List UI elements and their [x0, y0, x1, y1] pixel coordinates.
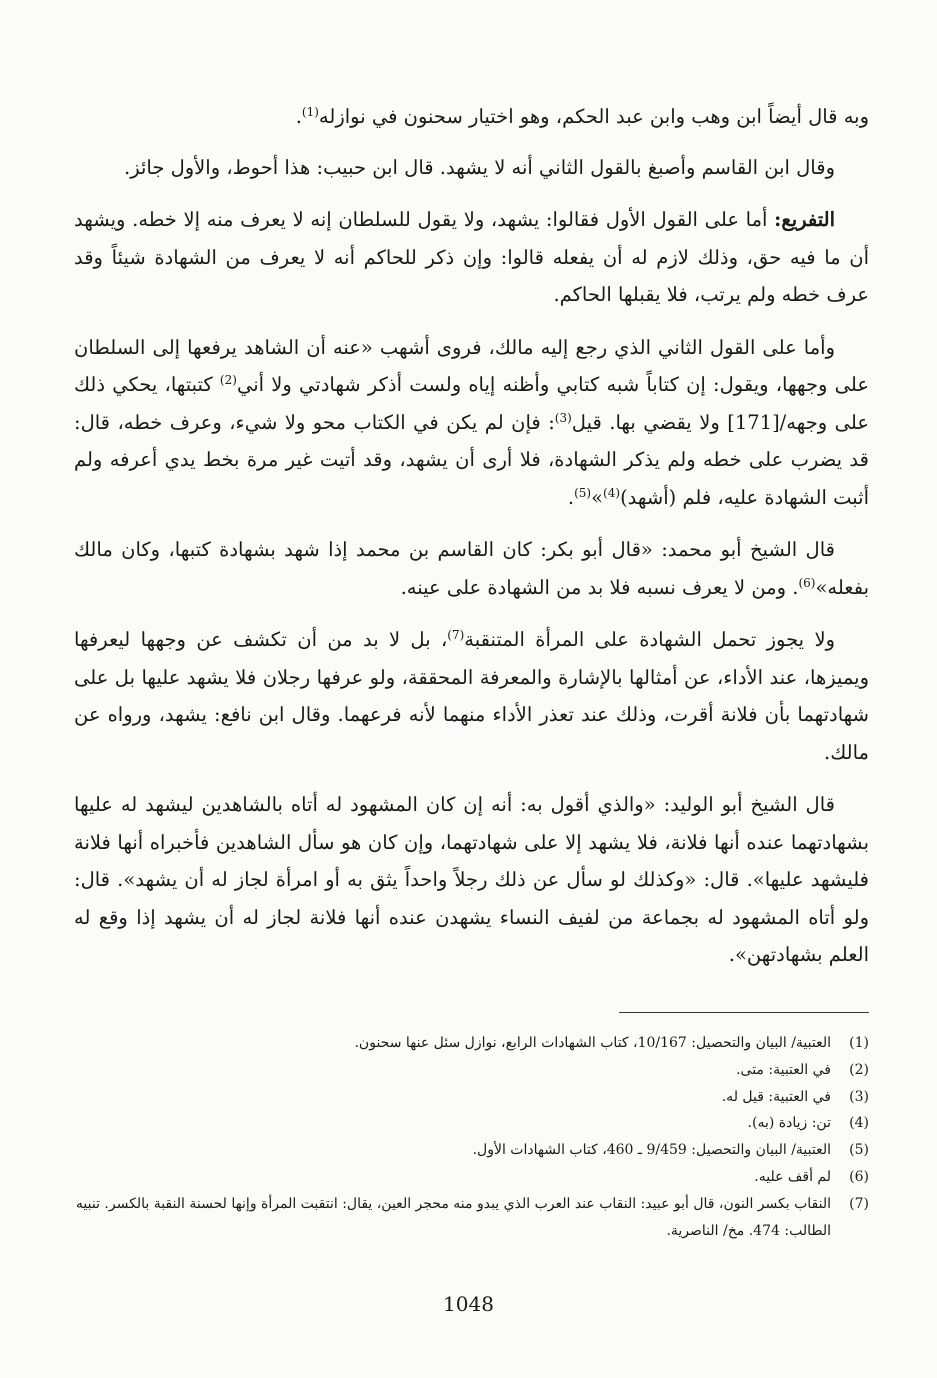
footnote-number: (5): [849, 1142, 869, 1159]
footnote-text: في العتبية: قيل له.: [721, 1088, 831, 1105]
paragraph-4-part-a: وأما على القول الثاني الذي رجع إليه مالك، فروى أشهب «عنه أن الشاهد يرفعها إلى السلطان على وجهها، ويقول: إن كتاباً شبه كتابي وأظنه إياه ولست أذكر شهادتي ولا أني: [74, 335, 869, 396]
paragraph-4-part-e: .: [567, 485, 575, 509]
paragraph-5: [74, 531, 869, 606]
paragraph-6: [74, 621, 869, 771]
footnote-number: (7): [849, 1195, 869, 1212]
footnote-ref-7: (7): [447, 628, 465, 642]
footnote-3: [69, 1084, 869, 1111]
footnote-text: تن: زيادة (به).: [747, 1115, 831, 1132]
footnote-2: [69, 1057, 869, 1084]
footnote-text: العتبية/ البيان والتحصيل: 10/167، كتاب الشهادات الرابع، نوازل سئل عنها سحنون.: [354, 1035, 831, 1051]
footnote-text: في العتبية: متى.: [736, 1061, 831, 1078]
paragraph-1-text: وبه قال أيضاً ابن وهب وابن عبد الحكم، وهو اختيار سحنون في نوازله: [318, 105, 869, 128]
paragraph-6-part-b: ، بل لا بد من أن تكشف عن وجهها ليعرفها ويميزها، عند الأداء، عن أمثالها بالإشارة والمعرفة المحققة، ولو عرفها رجلان فلا يشهد عليها بل على شهادتهما بأن فلانة أقرت، وذلك عند تعذر الأداء منهما لأنه فرعهما. وقال ابن نافع: يشهد، ورواه عن مالك.: [74, 628, 869, 764]
paragraph-1: [74, 98, 869, 136]
footnote-number: (4): [849, 1115, 869, 1132]
main-text: [74, 98, 869, 989]
footnote-number: (6): [849, 1168, 869, 1185]
footnote-7: [69, 1191, 869, 1245]
section-lead-word: التفريع:: [774, 208, 835, 231]
footnote-6: [69, 1164, 869, 1191]
footnote-5: [69, 1137, 869, 1164]
footnote-ref-2: (2): [219, 373, 237, 387]
paragraph-4-part-d: »: [591, 485, 604, 509]
footnote-number: (1): [849, 1035, 869, 1051]
footnotes: [69, 1030, 869, 1244]
footnote-text: النقاب بكسر النون، قال أبو عبيد: النقاب عند العرب الذي يبدو منه محجر العين، يقال: انتقبت المرأة وإنها لحسنة النقبة بالكسر. تنبيه الطالب: 474. مخ/ الناصرية.: [75, 1195, 831, 1239]
paragraph-5-part-b: . ومن لا يعرف نسبه فلا بد من الشهادة على عينه.: [400, 575, 799, 599]
paragraph-3: [74, 201, 869, 314]
paragraph-3-text: أما على القول الأول فقالوا: يشهد، ولا يقول للسلطان إنه لا يعرف منه إلا خطه. ويشهد أن ما فيه حق، وذلك لازم له أن يفعله قالوا: وإن ذكر للحاكم أنه لا يعرف من الشهادة شيئاً وقد عرف خطه ولم يرتب، فلا يقبلها الحاكم.: [74, 208, 869, 306]
footnote-separator: [619, 1012, 869, 1013]
paragraph-1-tail: .: [295, 105, 302, 128]
footnote-ref-6: (6): [798, 575, 816, 590]
footnote-ref-3: (3): [554, 410, 572, 425]
paragraph-4-part-c: : فإن لم يكن في الكتاب محو ولا شيء، وعرف خطه، قال: قد يضرب على خطه ولم يذكر الشهادة، فلا أرى أن يشهد، وقد أتيت غير مرة بخط يدي أعرفه ولم أثبت الشهادة عليه، فلم (أشهد): [74, 410, 869, 509]
footnote-number: (2): [849, 1061, 869, 1078]
paragraph-2: وقال ابن القاسم وأصبغ بالقول الثاني أنه لا يشهد. قال ابن حبيب: هذا أحوط، والأول جائز.: [124, 155, 835, 179]
footnote-1: [69, 1030, 869, 1057]
paragraph-4: [74, 329, 869, 517]
footnote-ref-4: (4): [603, 485, 621, 500]
footnote-ref-1: (1): [301, 105, 319, 119]
paragraph-6-part-a: ولا يجوز تحمل الشهادة على المرأة المتنقبة: [464, 628, 835, 651]
page-number: 1048: [443, 1292, 494, 1316]
footnote-text: لم أقف عليه.: [754, 1168, 831, 1185]
paragraph-5-part-a: قال الشيخ أبو محمد: «قال أبو بكر: كان القاسم بن محمد إذا شهد بشهادة كتبها، وكان مالك بفعله»: [74, 538, 869, 599]
footnote-4: [69, 1110, 869, 1137]
footnote-number: (3): [849, 1088, 869, 1105]
footnote-ref-5: (5): [574, 485, 592, 500]
paragraph-4-part-b: كتبتها، يحكي ذلك على وجهه/[171] ولا يقضي بها. قيل: [74, 373, 869, 434]
footnote-text: العتبية/ البيان والتحصيل: 9/459 ـ 460، كتاب الشهادات الأول.: [472, 1142, 831, 1159]
paragraph-7: قال الشيخ أبو الوليد: «والذي أقول به: أنه إن كان المشهود له أتاه بالشاهدين ليشهد له عليها بشهادتهما عنده أنها فلانة، فلا يشهد إلا على شهادتهما، وإن كان هو سأل الشاهدين فأخبراه أنها فلانة فليشهد عليها». قال: «وكذلك لو سأل عن ذلك رجلاً واحداً يثق به أو امرأة لجاز له أن يشهد». قال: ولو أتاه المشهود له بجماعة من لفيف النساء يشهدن عنده أنها فلانة لجاز له أن يشهد إذا وقع له العلم بشهادتهن».: [74, 793, 869, 966]
